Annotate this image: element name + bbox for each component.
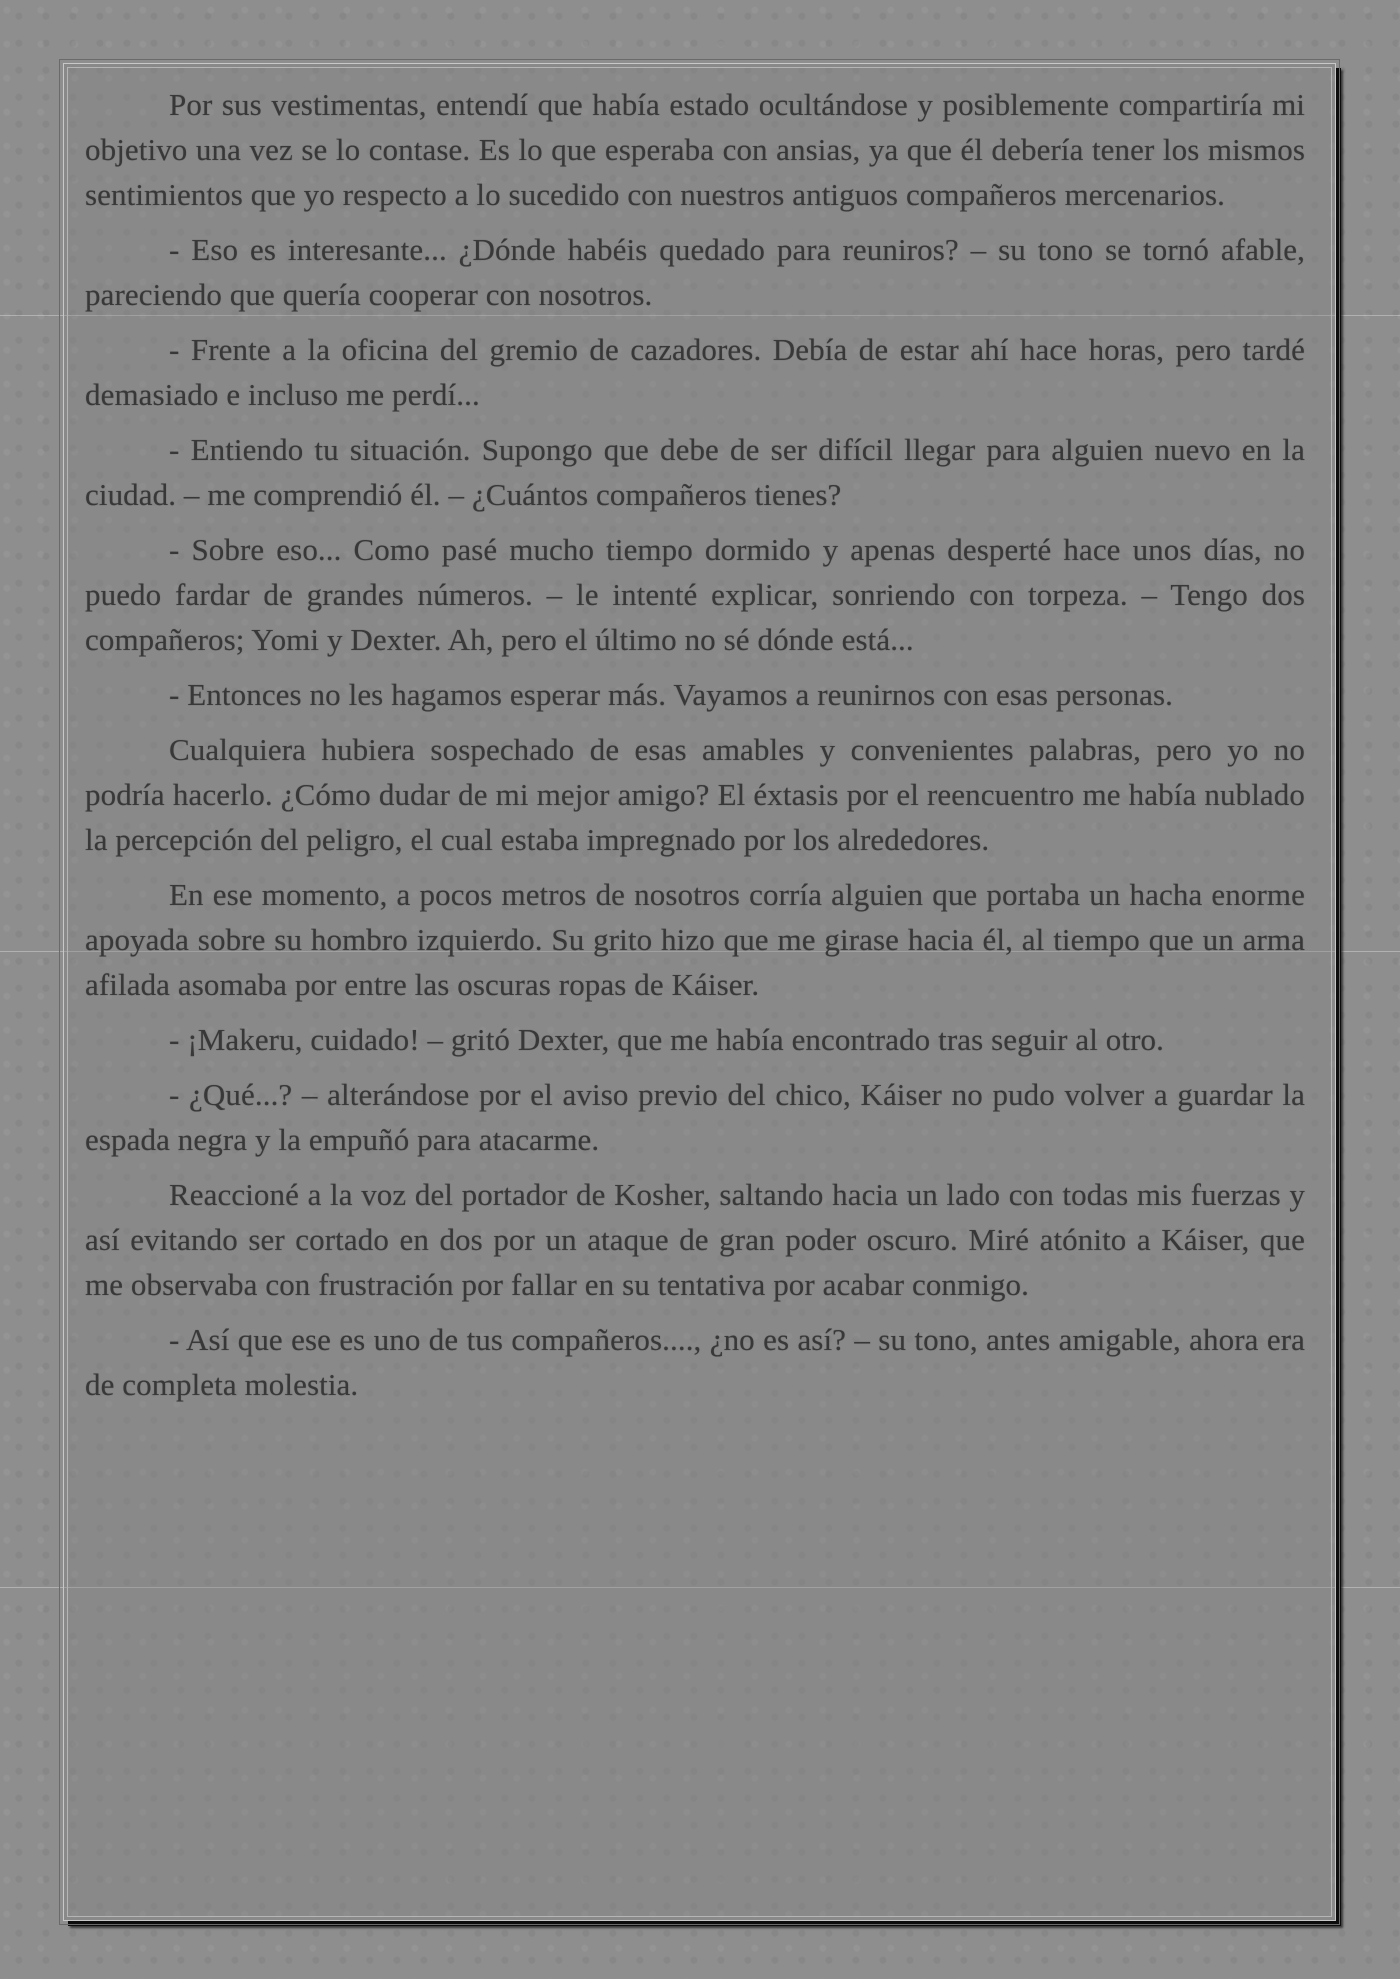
paragraph: En ese momento, a pocos metros de nosotros corría alguien que portaba un hacha enorme apoyada sobre su hombro izquierdo. Su grito hizo que me girase hacia él, al tiempo que un arma afilada asomaba por entre las oscuras ropas de Káiser. [85, 877, 1305, 1002]
paragraph: - ¿Qué...? – alterándose por el aviso previo del chico, Káiser no pudo volver a guardar la espada negra y la empuñó para atacarme. [85, 1077, 1305, 1157]
paragraph: Cualquiera hubiera sospechado de esas amables y convenientes palabras, pero yo no podría hacerlo. ¿Cómo dudar de mi mejor amigo? El éxtasis por el reencuentro me había nublado la percepción del peligro, el cual estaba impregnado por los alrededores. [85, 732, 1305, 857]
paragraph: - ¡Makeru, cuidado! – gritó Dexter, que me había encontrado tras seguir al otro. [169, 1022, 1164, 1057]
paragraph: - Entonces no les hagamos esperar más. Vayamos a reunirnos con esas personas. [169, 677, 1174, 712]
paragraph: - Eso es interesante... ¿Dónde habéis quedado para reuniros? – su tono se tornó afable, pareciendo que quería cooperar con nosotros. [85, 232, 1305, 312]
document-page [63, 63, 1336, 1921]
document-body [85, 82, 1305, 1417]
paragraph: Por sus vestimentas, entendí que había estado ocultándose y posiblemente compartiría mi objetivo una vez se lo contase. Es lo que esperaba con ansias, ya que él debería tener los mismos sentimientos que yo respecto a lo sucedido con nuestros antiguos compañeros mercenarios. [85, 87, 1305, 212]
paragraph: Reaccioné a la voz del portador de Kosher, saltando hacia un lado con todas mis fuerzas y así evitando ser cortado en dos por un ataque de gran poder oscuro. Miré atónito a Káiser, que me observaba con frustración por fallar en su tentativa por acabar conmigo. [85, 1177, 1305, 1302]
paragraph: - Así que ese es uno de tus compañeros...., ¿no es así? – su tono, antes amigable, ahora era de completa molestia. [85, 1322, 1305, 1402]
paragraph: - Entiendo tu situación. Supongo que debe de ser difícil llegar para alguien nuevo en la ciudad. – me comprendió él. – ¿Cuántos compañeros tienes? [85, 432, 1305, 512]
paragraph: - Sobre eso... Como pasé mucho tiempo dormido y apenas desperté hace unos días, no puedo fardar de grandes números. – le intenté explicar, sonriendo con torpeza. – Tengo dos compañeros; Yomi y Dexter. Ah, pero el último no sé dónde está... [85, 532, 1305, 657]
paragraph: - Frente a la oficina del gremio de cazadores. Debía de estar ahí hace horas, pero tardé demasiado e incluso me perdí... [85, 332, 1305, 412]
